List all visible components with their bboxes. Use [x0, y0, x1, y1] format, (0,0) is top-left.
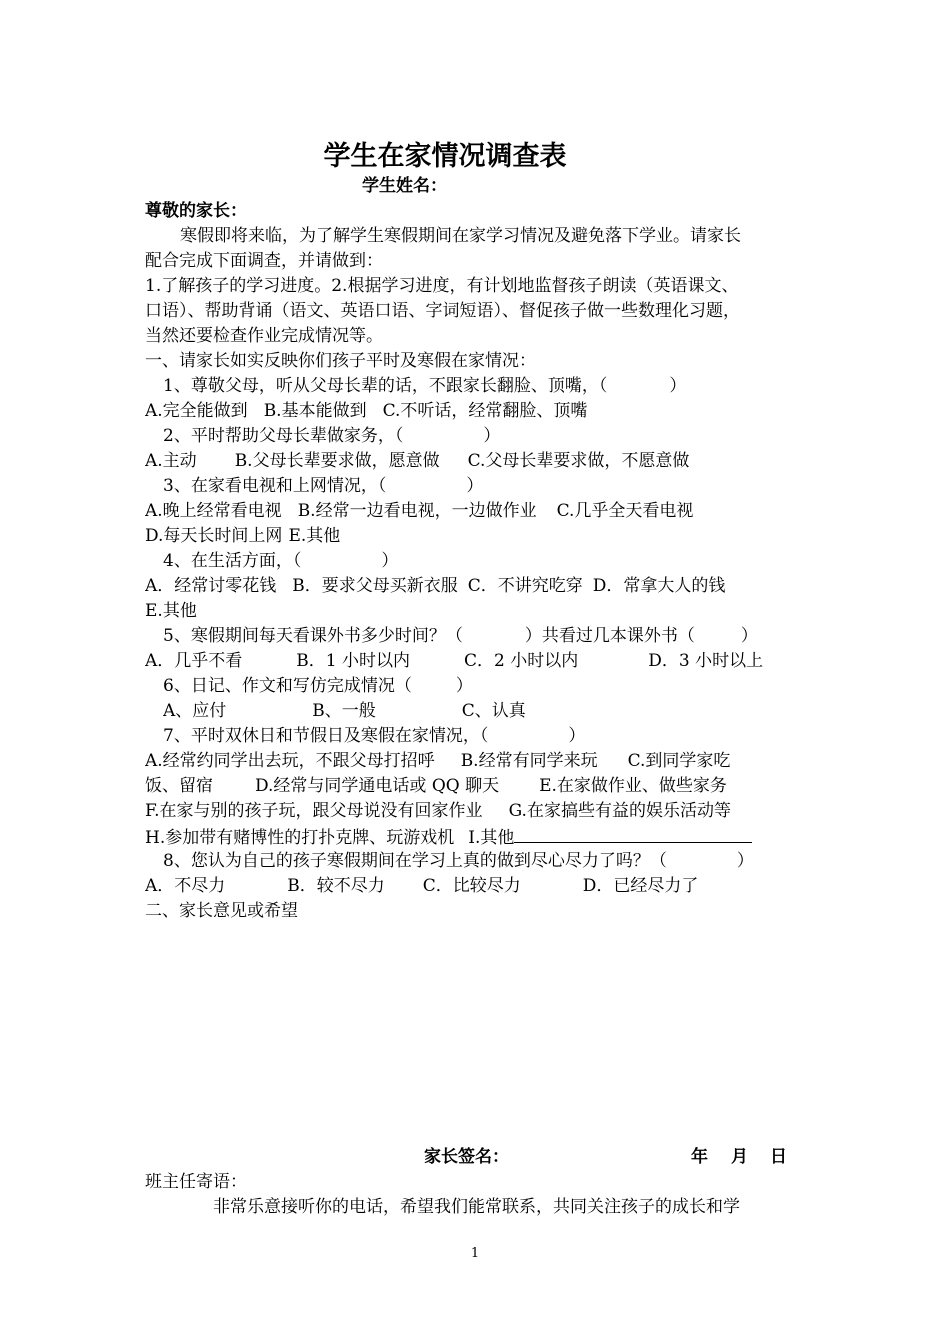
parent-signature-label: 家长签名：	[424, 1147, 509, 1167]
date-year: 年	[691, 1147, 708, 1167]
intro-line-5: 当然还要检查作业完成情况等。	[145, 326, 383, 346]
question-2-options	[145, 449, 818, 474]
intro-line-3: 1.了解孩子的学习进度。2.根据学习进度，有计划地监督孩子朗读（英语课文、	[145, 276, 739, 296]
question-3-options-line-2	[145, 524, 818, 549]
question-1-options	[145, 399, 818, 424]
teacher-message-label: 班主任寄语：	[145, 1172, 247, 1192]
option-c: C.不听话，经常翻脸、顶嘴	[382, 401, 588, 421]
option-b: B．1 小时以内	[296, 651, 410, 671]
question-7-options-line-4	[145, 824, 818, 849]
option-c: C.到同学家吃	[627, 751, 731, 771]
question-4-options-line-2	[145, 599, 818, 624]
greeting: 尊敬的家长：	[145, 201, 247, 221]
option-a: A、应付	[163, 701, 227, 721]
intro-line-2: 配合完成下面调查，并请做到：	[145, 251, 383, 271]
option-e: E.其他	[145, 601, 197, 621]
option-b: B.基本能做到	[263, 401, 367, 421]
option-a: A.晚上经常看电视	[145, 501, 282, 521]
question-8-options	[145, 874, 818, 899]
other-blank-line[interactable]	[514, 824, 752, 843]
option-a: A．不尽力	[145, 876, 226, 896]
option-a: A．几乎不看	[145, 651, 243, 671]
question-6: 6、日记、作文和写仿完成情况（ ）	[163, 676, 473, 696]
question-5-options	[145, 649, 818, 674]
question-5: 5、寒假期间每天看课外书多少时间？（ ）共看过几本课外书（ ）	[163, 626, 758, 646]
option-c: C．比较尽力	[422, 876, 521, 896]
option-a: A．经常讨零花钱	[145, 576, 277, 596]
option-e: E.其他	[288, 526, 341, 546]
option-d: D．常拿大人的钱	[592, 576, 726, 596]
question-2: 2、平时帮助父母长辈做家务，（ ）	[163, 426, 501, 446]
option-a: A.主动	[145, 451, 197, 471]
option-a: A.经常约同学出去玩，不跟父母打招呼	[145, 751, 435, 771]
question-7-options-line-1	[145, 749, 818, 774]
question-7: 7、平时双休日和节假日及寒假在家情况，（ ）	[163, 726, 586, 746]
question-3: 3、在家看电视和上网情况，（ ）	[163, 476, 484, 496]
question-3-options-line-1	[145, 499, 818, 524]
intro-line-4: 口语）、帮助背诵（语文、英语口语、字词短语）、督促孩子做一些数理化习题，	[145, 301, 740, 321]
option-b: B．较不尽力	[287, 876, 385, 896]
option-c: C．不讲究吃穿	[467, 576, 583, 596]
option-g: G.在家搞些有益的娱乐活动等	[508, 801, 731, 821]
option-d: D.每天长时间上网	[145, 526, 283, 546]
section-1-heading: 一、请家长如实反映你们孩子平时及寒假在家情况：	[145, 351, 536, 371]
page-title: 学生在家情况调查表	[323, 141, 567, 172]
question-4-options-line-1	[145, 574, 818, 599]
option-d: D．已经尽力了	[582, 876, 699, 896]
question-8: 8、您认为自己的孩子寒假期间在学习上真的做到尽心尽力了吗？（ ）	[163, 851, 754, 871]
teacher-message-text: 非常乐意接听你的电话，希望我们能常联系，共同关注孩子的成长和学	[213, 1197, 740, 1217]
intro-line-1: 寒假即将来临，为了解学生寒假期间在家学习情况及避免落下学业。请家长	[180, 226, 741, 246]
student-name-label: 学生姓名：	[362, 176, 447, 196]
page-number: 1	[470, 1246, 480, 1261]
option-a: A.完全能做到	[145, 401, 248, 421]
option-d: D.经常与同学通电话或 QQ 聊天	[255, 776, 500, 796]
question-1: 1、尊敬父母，听从父母长辈的话，不跟家长翻脸、顶嘴，（ ）	[163, 376, 687, 396]
date-month: 月	[731, 1147, 748, 1167]
option-c: C.父母长辈要求做，不愿意做	[467, 451, 690, 471]
option-d: D．3 小时以上	[648, 651, 764, 671]
section-2-heading: 二、家长意见或希望	[145, 901, 298, 921]
option-f: F.在家与别的孩子玩，跟父母说没有回家作业	[145, 801, 483, 821]
option-c: C．2 小时以内	[464, 651, 579, 671]
option-b: B、一般	[312, 701, 376, 721]
option-e: E.在家做作业、做些家务	[539, 776, 727, 796]
question-4: 4、在生活方面，（ ）	[163, 551, 399, 571]
option-b: B．要求父母买新衣服	[292, 576, 458, 596]
option-c: C、认真	[461, 701, 526, 721]
question-6-options	[163, 699, 818, 724]
question-7-options-line-3	[145, 799, 818, 824]
date-day: 日	[770, 1147, 787, 1167]
option-b: B.经常一边看电视，一边做作业	[297, 501, 537, 521]
option-b: B.经常有同学来玩	[460, 751, 598, 771]
question-7-options-line-2: 饭、留宿 D.经常与同学通电话或 QQ 聊天 E.在家做作业、做些家务	[145, 776, 727, 796]
option-c: C.几乎全天看电视	[556, 501, 694, 521]
option-i: I.其他	[468, 828, 515, 848]
option-h: H.参加带有赌博性的打扑克牌、玩游戏机	[145, 828, 455, 848]
option-b: B.父母长辈要求做，愿意做	[234, 451, 440, 471]
